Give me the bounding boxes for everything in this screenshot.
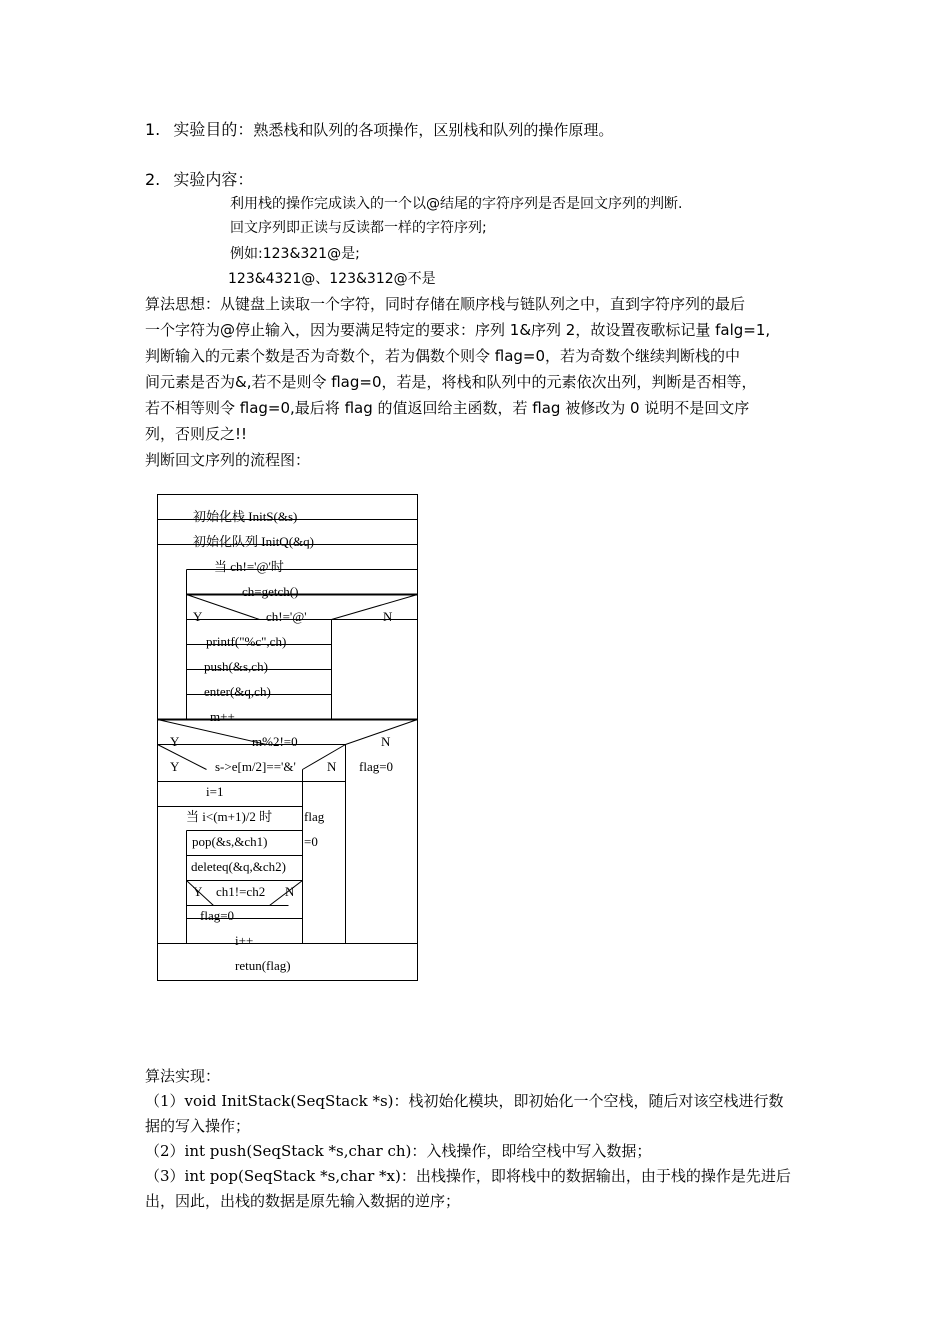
flow-i-increment: i++ (235, 933, 254, 948)
flow-flag-zero: flag=0 (359, 759, 394, 774)
flow-init-queue: 初始化队列 InitQ(&q) (193, 534, 314, 549)
implementation-title: 算法实现： (145, 1067, 221, 1085)
content-line: 例如:123&321@是; (230, 246, 360, 262)
flow-deleteq: deleteq(&q,&ch2) (191, 859, 286, 874)
flow-flag-zero-inner: flag=0 (200, 908, 235, 923)
paragraph-line: 间元素是否为&,若不是则令 flag=0，若是，将栈和队列中的元素依次出列，判断是否相等， (145, 373, 757, 391)
implementation-line: （2）int push(SeqStack *s,char ch)：入栈操作，即给空栈中写入数据； (145, 1142, 652, 1160)
paragraph-line: 一个字符为@停止输入，因为要满足特定的要求：序列 1&序列 2，故设置夜歌标记量 falg=1, (145, 321, 771, 339)
flow-cond1-yes: Y (193, 609, 203, 624)
flow-cond1-text: ch!='@' (266, 609, 307, 624)
content-line: 回文序列即正读与反读都一样的字符序列; (230, 220, 487, 236)
flow-cond2-yes: Y (170, 734, 180, 749)
paragraph-line: 列，否则反之!! (145, 425, 248, 443)
flow-flag-value: =0 (304, 834, 318, 849)
section-label: 实验内容： (173, 170, 254, 189)
flow-getch: ch=getch() (242, 584, 299, 599)
flow-flag-label: flag (304, 809, 325, 824)
flow-init-stack: 初始化栈 InitS(&s) (193, 509, 298, 524)
flow-cond2-no: N (381, 734, 391, 749)
flow-printf: printf("%c",ch) (206, 634, 287, 649)
implementation-line: （1）void InitStack(SeqStack *s)：栈初始化模块，即初始化一个空栈，随后对该空栈进行数 (145, 1092, 784, 1110)
paragraph-line: 判断输入的元素个数是否为奇数个，若为偶数个则令 flag=0，若为奇数个继续判断栈的中 (145, 347, 741, 365)
section-number: 1. (145, 120, 161, 139)
flow-i-init: i=1 (206, 784, 224, 799)
flow-push: push(&s,ch) (204, 659, 268, 674)
flow-cond2-text: m%2!=0 (252, 734, 298, 749)
flow-cond4-no: N (285, 884, 295, 899)
flow-cond4-yes: Y (193, 884, 203, 899)
section-text: 熟悉栈和队列的各项操作，区别栈和队列的操作原理。 (253, 121, 614, 139)
implementation-line: （3）int pop(SeqStack *s,char *x)：出栈操作，即将栈中的数据输出，由于栈的操作是先进后 (145, 1167, 791, 1185)
flowchart-caption: 判断回文序列的流程图： (145, 451, 311, 469)
section-label: 实验目的： (173, 120, 254, 139)
implementation-line: 出，因此，出栈的数据是原先输入数据的逆序； (145, 1192, 461, 1210)
content-line: 利用栈的操作完成读入的一个以@结尾的字符序列是否是回文序列的判断. (230, 196, 683, 212)
implementation-line: 据的写入操作； (145, 1117, 251, 1135)
flow-enter: enter(&q,ch) (204, 684, 271, 699)
flow-cond1-no: N (383, 609, 393, 624)
flow-cond3-yes: Y (170, 759, 180, 774)
flow-cond3-no: N (327, 759, 337, 774)
flow-pop: pop(&s,&ch1) (192, 834, 268, 849)
content-line: 123&4321@、123&312@不是 (228, 271, 436, 287)
paragraph-line: 算法思想：从键盘上读取一个字符，同时存储在顺序栈与链队列之中，直到字符序列的最后 (145, 295, 746, 313)
flow-return: retun(flag) (235, 958, 291, 973)
flow-m-increment: m++ (210, 709, 235, 724)
flow-cond4-text: ch1!=ch2 (216, 884, 266, 899)
implementation-section (145, 1064, 791, 1214)
flow-cond3-text: s->e[m/2]=='&' (215, 759, 296, 774)
flow-loop-input: 当 ch!='@'时 (214, 559, 284, 574)
section-number: 2. (145, 170, 161, 189)
paragraph-line: 若不相等则令 flag=0,最后将 flag 的值返回给主函数，若 flag 被修改为 0 说明不是回文序 (145, 399, 750, 417)
flow-loop-compare: 当 i<(m+1)/2 时 (186, 809, 273, 824)
